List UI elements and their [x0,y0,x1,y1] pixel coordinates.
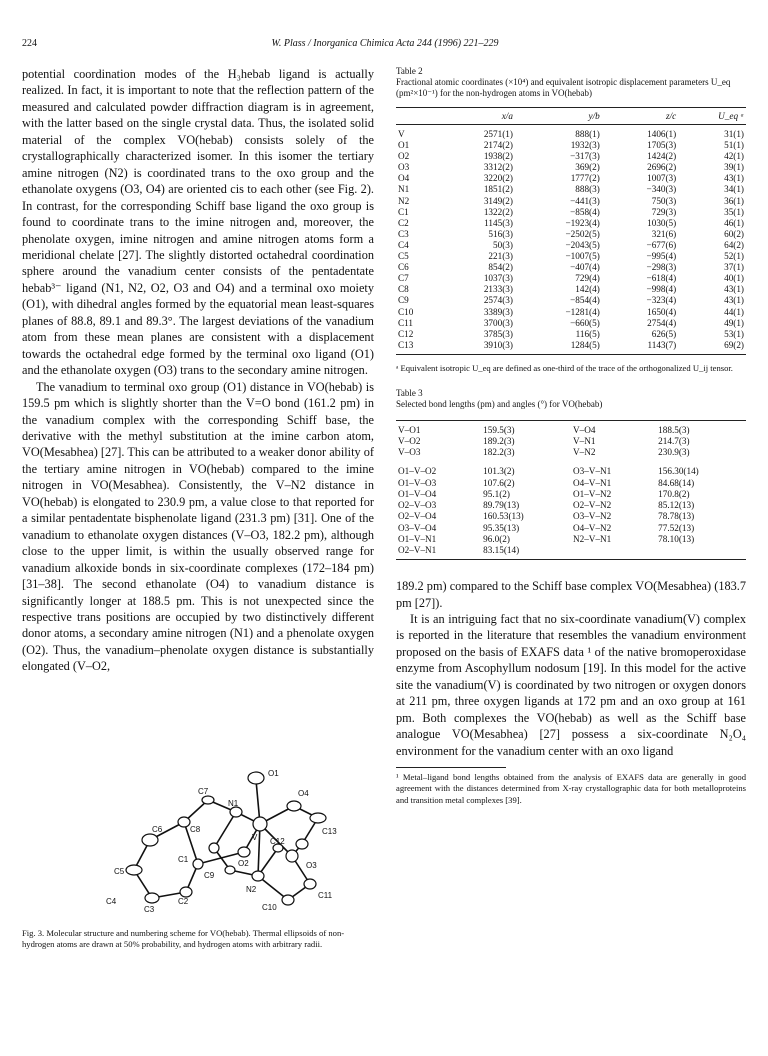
table-3-row [396,447,746,458]
table-2-row [396,162,746,173]
table-3-cell: O2–V–N2 [572,500,612,511]
table-3-cell: O2–V–O4 [398,511,437,522]
table-2-cell: O2 [398,151,410,162]
table-2-cell: 53(1) [724,328,744,339]
table-2-cell: 1424(2) [647,151,677,162]
table-2-row [396,340,746,355]
table-3-cell: V–O1 [396,420,481,436]
atom-label-C8: C8 [190,825,201,834]
table-2-cell: C5 [398,251,409,262]
running-title: W. Plass / Inorganica Chimica Acta 244 (1996) 221–229 [271,38,499,49]
table-3-cell: O1–V–O3 [398,477,437,488]
table-3-cell: 156.30(14) [658,466,699,477]
table-2-row [396,196,746,207]
table-2-cell: 854(2) [488,262,513,273]
table-3-cell: V–O4 [571,420,656,436]
table-3-cell: 170.8(2) [658,488,690,499]
table-2-cell: −2043(5) [565,239,600,250]
table-3-row [396,478,746,489]
table-2-cell: −618(4) [646,273,677,284]
atom-label-C4: C4 [106,897,117,906]
table-2-cell: 3312(2) [483,162,513,173]
table-2-cell: C8 [398,284,409,295]
table-3-cell: 230.9(3) [658,447,690,458]
table-2-cell: O3 [398,162,410,173]
table-2-cell: −1923(4) [565,217,600,228]
table-3-caption: Selected bond lengths (pm) and angles (°) for VO(hebab) [396,398,603,409]
table-3-cell [656,545,746,560]
table-2-row [396,140,746,151]
table-3-cell: V–O3 [398,447,421,458]
table-2-row [396,307,746,318]
table-3-row [396,500,746,511]
table-3-cell: 95.1(2) [483,488,510,499]
table-2-header [396,108,440,125]
table-2-cell: 46(1) [724,217,744,228]
table-2-cell: 42(1) [724,151,744,162]
table-3-title: Table 3 [396,387,423,398]
table-3-cell: O1–V–N1 [398,533,437,544]
table-3-cell: O4–V–N1 [572,477,612,488]
table-2-cell: 31(1) [724,129,744,139]
table-2-cell: −298(3) [646,262,677,273]
table-3-cell: 83.15(14) [481,545,571,560]
table-2-cell: 39(1) [724,162,744,173]
table-2-cell: 1284(5) [515,340,602,355]
table-3-cell: O1–V–N2 [572,488,612,499]
table-2-cell: −1007(5) [565,251,600,262]
table-2-caption: Fractional atomic coordinates (×10⁴) and equivalent isotropic displacement parameters U_eq (pm²×10⁻¹) for the non-hydrogen atoms in VO(hebab) [396,77,731,98]
table-2-cell: 44(1) [724,306,744,317]
table-3-cell: 89.79(13) [483,500,520,511]
table-2-row [396,251,746,262]
footnote-rule [396,767,506,768]
table-2-cell: 729(4) [575,273,600,284]
table-2-cell: 1145(3) [484,217,513,228]
page-header [22,38,748,54]
table-3-cell: 78.78(13) [658,511,695,522]
table-2 [396,107,746,355]
table-2-cell: −854(4) [570,295,600,306]
table-2-cell: C2 [398,217,409,228]
table-2-cell: −858(4) [570,206,600,217]
page-footnote: ¹ Metal–ligand bond lengths obtained from the analysis of EXAFS data are generally in good agreement with the distances determined from X-ray crystallographic data for both metalloproteins and transition metal complexes [39]. [396,772,746,805]
table-2-cell: 750(3) [651,195,677,206]
table-2-cell: 626(5) [651,328,677,339]
table-2-cell: 2174(2) [483,140,513,151]
atom-label-C5: C5 [114,867,125,876]
table-2-cell: 43(1) [724,295,744,306]
body-paragraph-2: The vanadium to terminal oxo group (O1) distance in VO(hebab) is 159.5 pm which is slightly shorter than the V=O bond (161.2 pm) in the vanadium complex with the corresponding Schiff base, the derivative with the methyl substitution at the imine carbon atom, VO(Mesabhea) [27]. This can be attributed to a weaker donor ability of the tertiary amine nitrogen in VO(hebab) compared to the imine nitrogen in VO(Mesabhea). Consistently, the V–N2 distance in VO(hebab) is elongated to 230.9 pm, a value close to that reported for a similar pentadentate bisphenolate ligand (231.3 pm) [31]. One of the vanadium to ethanolate oxygen distances (V–O3, 182.2 pm), although close to the upper limit, is within the usually observed range for vanadium alkoxide bonds in six-coordinate complexes (172–184 pm) [31–38]. The second ethanolate (O4) to vanadium distance is significantly longer at 188.5 pm. This is not unexpected since the respective trans positions are occupied by two distinctively different donor atoms, a secondary amine nitrogen (N1) and a phenolate oxygen (O2). Thus, the vanadium–phenolate oxygen distance is substantially elongated (V–O2, [22,379,374,674]
atom-label-O1: O1 [268,769,279,778]
body-paragraph-4: It is an intriguing fact that no six-coordinate vanadium(V) complex is reported in the literature that resembles the vanadium environment proposed on the basis of EXAFS data ¹ of the native bromoperoxidase enzyme from Ascophyllum nodosum [19]. In this model for the active site the vanadium(V) is coordinated by two nitrogen or oxygen donors at 211 pm, three oxygen ligands at 172 pm and an oxo group at 161 pm. Both complexes the VO(hebab) as well as the Schiff base analogue VO(Mesabhea) [27] possess a six-coordinate N₂O₄ environment for the vanadium center with an oxo ligand [396,612,746,758]
right-column [396,66,746,806]
table-2-row [396,284,746,295]
table-2-row [396,295,746,306]
atom-label-C2: C2 [178,897,189,906]
table-2-cell: C11 [398,317,413,328]
atom-label-C9: C9 [204,871,215,880]
table-2-cell: 1322(2) [483,206,513,217]
table-2-cell: 52(1) [724,251,744,262]
table-3-cell: 107.6(2) [483,477,515,488]
table-2-cell: −677(6) [646,239,677,250]
table-2-cell: 1777(2) [570,173,600,184]
table-2-cell: −660(5) [570,317,600,328]
table-2-cell: −441(3) [570,195,600,206]
table-3-row [396,534,746,545]
table-2-cell: −340(3) [646,184,677,195]
table-2-cell: N1 [398,184,410,195]
atom-label-V: V [252,833,258,842]
table-2-cell: 888(1) [575,129,600,139]
table-2-cell: 1007(3) [647,173,677,184]
table-2-cell: 3389(3) [483,306,513,317]
table-3 [396,420,746,560]
table-3-cell: 84.68(14) [658,477,695,488]
table-2-cell: 36(1) [724,195,744,206]
table-3-row [396,458,746,477]
table-2-cell: 3220(2) [483,173,513,184]
table-2-cell: 888(3) [575,184,600,195]
table-2-cell: 43(1) [724,284,744,295]
table-3-cell [571,545,656,560]
table-2-cell: C12 [398,328,414,339]
table-3-row [396,545,746,560]
table-3-cell: O3–V–O4 [398,522,437,533]
table-2-cell: C6 [398,262,409,273]
atom-label-O3: O3 [306,861,317,870]
table-2-cell: C3 [398,228,409,239]
atom-label-C1: C1 [178,855,189,864]
table-2-cell: 2133(3) [483,284,513,295]
atom-label-C13: C13 [322,827,337,836]
table-2-cell: 34(1) [724,184,744,195]
table-2-cell: 51(1) [724,140,744,151]
table-2-cell: 516(3) [488,228,513,239]
table-2-cell: 3785(3) [483,328,513,339]
table-3-row [396,436,746,447]
table-2-cell: 321(6) [651,228,677,239]
left-column [22,66,374,675]
atom-label-C12: C12 [270,837,285,846]
table-2-cell: 2696(2) [647,162,677,173]
atom-label-N2: N2 [246,885,257,894]
table-3-cell: V–N1 [572,436,596,447]
table-2-row [396,173,746,184]
molecular-structure-drawing [30,752,360,912]
table-2-cell: O1 [398,140,410,151]
table-2-footnote: ᵃ Equivalent isotropic U_eq are defined as one-third of the trace of the orthogonalized U_ij tensor. [396,362,733,373]
figure-caption: Fig. 3. Molecular structure and numbering scheme for VO(hebab). Thermal ellipsoids of non-hydrogen atoms are drawn at 50% probability, and hydrogen atoms with arbitrary radii. [22,928,345,950]
table-2-cell: C7 [398,273,409,284]
table-2-cell: 1932(3) [570,140,600,151]
table-2-cell: 49(1) [724,317,744,328]
table-2-cell: N2 [398,195,410,206]
table-2-cell: −998(4) [646,284,677,295]
table-3-cell: O2–V–N1 [396,545,481,560]
table-2-row [396,240,746,251]
table-3-body [396,420,746,559]
table-3-cell: O1–V–O4 [398,488,437,499]
table-3-cell: O4–V–N2 [572,522,612,533]
table-3-cell: 101.3(2) [483,466,515,477]
table-2-cell: −323(4) [646,295,677,306]
table-2-header: z/c [602,108,678,125]
table-2-cell: 1030(5) [647,217,677,228]
atom-label-C7: C7 [198,787,209,796]
table-2-cell: C13 [396,340,440,355]
table-2-cell: 1406(1) [647,129,677,139]
table-2-cell: 2574(3) [483,295,513,306]
table-2-cell: C4 [398,239,409,250]
table-2-cell: 1938(2) [483,151,513,162]
table-2-body [396,125,746,355]
table-2-row [396,229,746,240]
table-2-cell: 2754(4) [647,317,677,328]
table-2-header: y/b [515,108,602,125]
table-3-row [396,489,746,500]
table-3-cell: 189.2(3) [483,436,515,447]
table-2-cell: 1650(4) [647,306,677,317]
molecular-structure-figure [30,752,360,912]
body-paragraph-1: potential coordination modes of the H₃hebab ligand is actually realized. In fact, it is important to note that the reflection pattern of the measured and calculated powder diffraction diagram is in agreement, with the latter based on the single crystal data. Thus, the isolated solid material of the complex VO(hebab) consists solely of the crystallographically characterized isomer. In this isomer the tertiary amine nitrogen (N2) is coordinated trans to the oxo group and the ethanolate oxygens (O3, O4) are oriented cis to each other (see Fig. 2). In contrast, for the corresponding Schiff base ligand the oxo group is found to coordinate trans to the imine nitrogen and, moreover, the phenolate oxygen, imine nitrogen and amine nitrogen atoms form a meridional chelate [27]. The slightly distorted octahedral coordination sphere around the vanadium center consists of the pentadentate hebab³⁻ ligand (N1, N2, O2, O3 and O4) and a terminal oxo moiety (O1), with dihedral angles formed by the equatorial mean least-squares planes of 88.8, 89.1 and 89.3°. The largest deviations of the vanadium atom from these mean planes are consistent with a displacement towards the octahedral edge formed by the terminal oxo ligand (O1) and the ethanolate oxygen (O3) trans to the secondary amine nitrogen. [22,67,374,378]
table-2-cell: 69(2) [678,340,746,355]
table-3-cell: O2–V–O3 [398,500,437,511]
table-3-row [396,523,746,534]
table-2-row [396,262,746,273]
table-3-cell: 78.10(13) [658,533,695,544]
table-2-cell: 1851(2) [483,184,513,195]
table-2-cell: 60(2) [724,228,744,239]
table-2-row [396,125,746,141]
table-2-header: U_eq ᵃ [678,108,746,125]
table-2-cell: 43(1) [724,173,744,184]
table-2-cell: 1705(3) [647,140,677,151]
table-3-cell: 95.35(13) [483,522,520,533]
table-3-cell: 159.5(3) [481,420,571,436]
table-2-cell: 729(3) [651,206,677,217]
table-3-cell: O3–V–N2 [572,511,612,522]
table-2-cell: 221(3) [488,251,513,262]
body-paragraph-3: 189.2 pm) compared to the Schiff base complex VO(Mesabhea) (183.7 pm [27]). [396,579,746,610]
table-2-cell: 35(1) [724,206,744,217]
table-2-cell: 64(2) [724,239,744,250]
table-2-cell: 1037(3) [483,273,513,284]
table-3-cell: O1–V–O2 [398,466,437,477]
atom-label-O4: O4 [298,789,309,798]
table-2-cell: 369(2) [575,162,600,173]
atom-label-C6: C6 [152,825,163,834]
table-2-cell: 116(5) [575,328,600,339]
table-2-title: Table 2 [396,66,423,76]
atom-label-C3: C3 [144,905,155,912]
table-2-cell: −317(3) [570,151,600,162]
table-2-cell: 3700(3) [483,317,513,328]
table-3-cell: V–N2 [572,447,596,458]
table-2-cell: O4 [398,173,410,184]
atom-label-C10: C10 [262,903,277,912]
table-2-header: x/a [440,108,515,125]
table-2-row [396,273,746,284]
table-3-cell: V–O2 [398,436,421,447]
table-2-cell: C1 [398,206,409,217]
table-3-cell: 85.12(13) [658,500,695,511]
table-3-cell: 182.2(3) [483,447,515,458]
table-2-cell: 3910(3) [440,340,515,355]
table-2-cell: 142(4) [575,284,600,295]
table-2-cell: 1143(7) [602,340,678,355]
atom-label-O2: O2 [238,859,249,868]
table-2-row [396,151,746,162]
atom-label-N1: N1 [228,799,239,808]
table-2-header-row [396,108,746,125]
table-2-cell: −1281(4) [565,306,600,317]
table-2-cell: 50(3) [493,239,513,250]
table-2-cell: C9 [398,295,409,306]
table-2-row [396,207,746,218]
atom-label-C11: C11 [318,891,333,900]
table-3-cell: N2–V–N1 [572,533,612,544]
table-2-cell: −2502(5) [565,228,600,239]
table-2-row [396,318,746,329]
table-2-row [396,218,746,229]
table-2-cell: C10 [398,306,414,317]
table-2-row [396,329,746,340]
table-3-row [396,511,746,522]
table-3-cell: 214.7(3) [658,436,690,447]
table-2-cell: 3149(2) [483,195,513,206]
table-3-cell: O3–V–N1 [572,466,612,477]
table-2-cell: −995(4) [646,251,677,262]
table-2-cell: −407(4) [570,262,600,273]
table-2-cell: 2571(1) [483,129,513,139]
table-2-cell: 37(1) [724,262,744,273]
table-3-cell: 160.53(13) [483,511,524,522]
table-3-cell: 188.5(3) [656,420,746,436]
table-3-cell: 96.0(2) [483,533,510,544]
table-2-cell: 40(1) [724,273,744,284]
table-3-cell: 77.52(13) [658,522,695,533]
table-2-cell: V [398,129,405,139]
table-2-row [396,184,746,195]
table-3-row [396,420,746,436]
page-number: 224 [22,38,37,49]
